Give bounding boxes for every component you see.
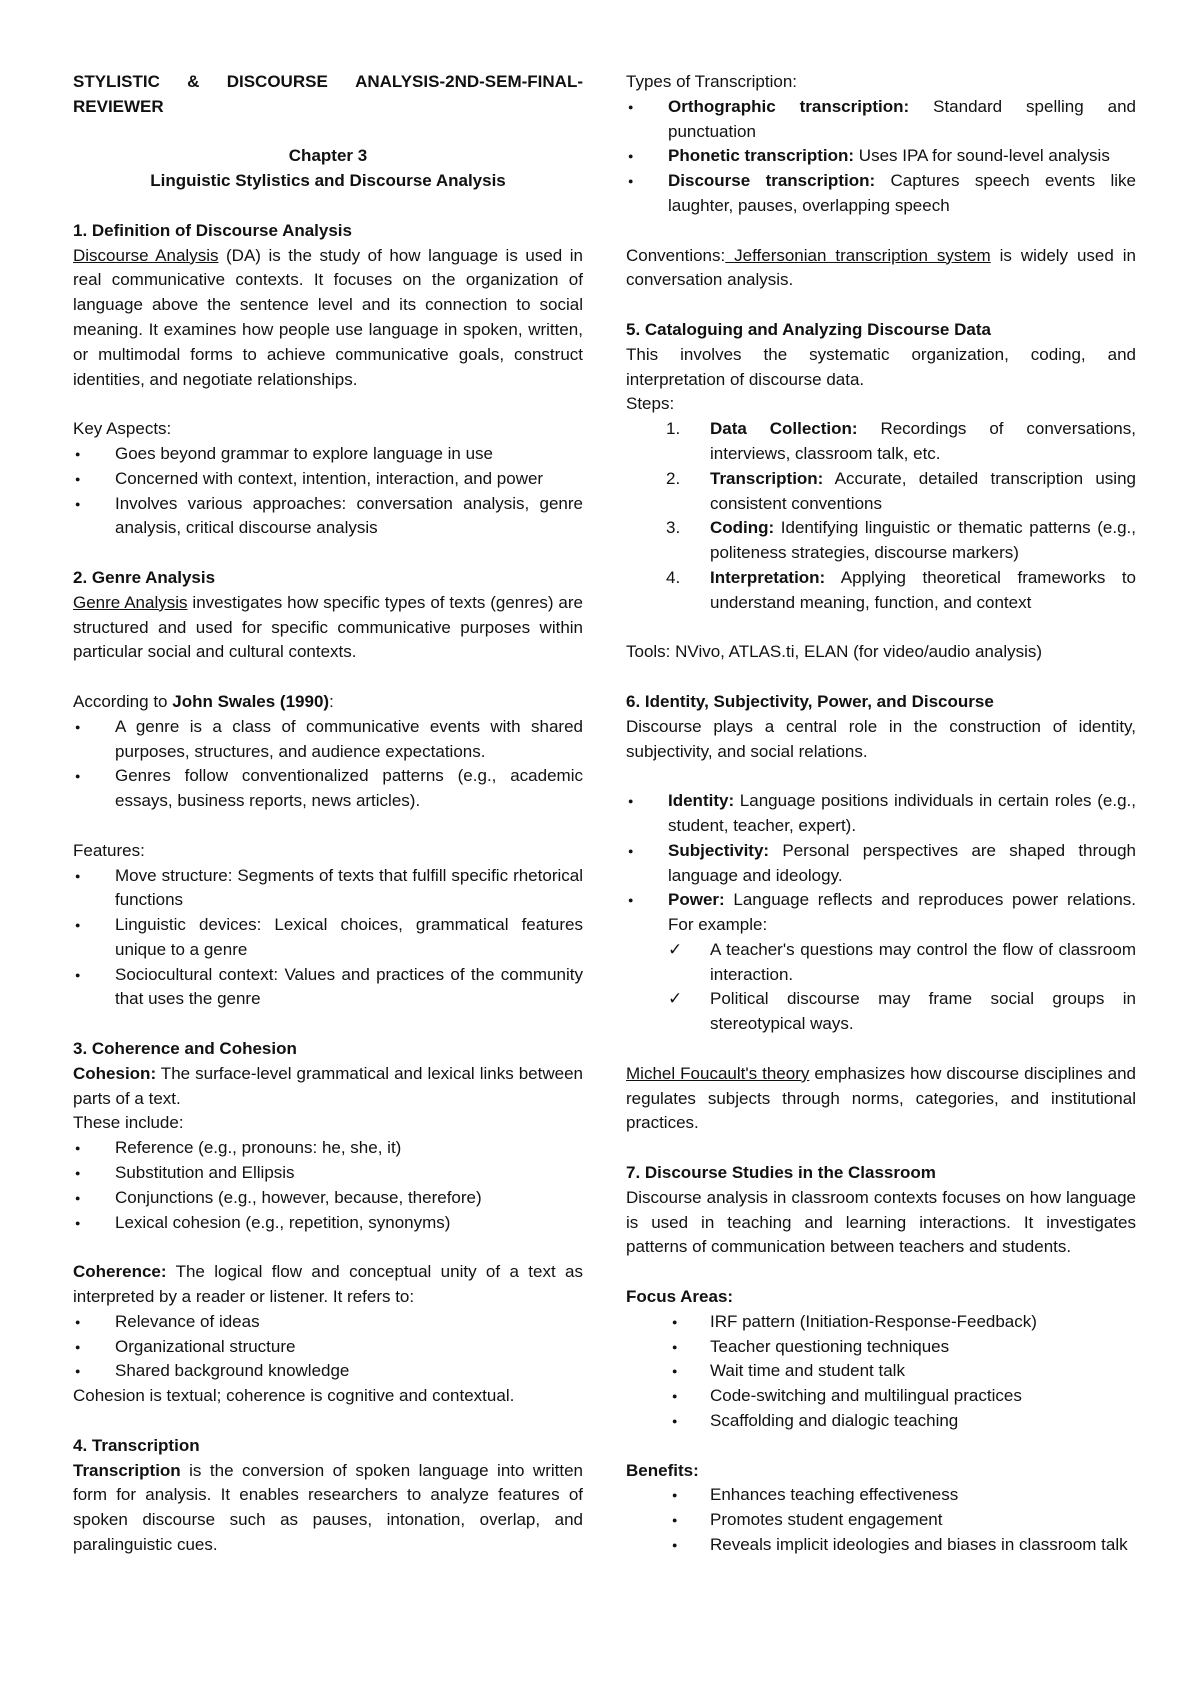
key-aspects-list — [73, 442, 583, 541]
list-item: ● Linguistic devices: Lexical choices, grammatical features unique to a genre — [73, 913, 583, 963]
paragraph: Cohesion is textual; coherence is cognitive and contextual. — [73, 1386, 515, 1406]
list-item: ✓ A teacher's questions may control the flow of classroom interaction. — [668, 939, 1136, 984]
list-label: Key Aspects: — [73, 419, 172, 439]
list-item: ● Reference (e.g., pronouns: he, she, it) — [73, 1136, 583, 1161]
examples-list — [626, 938, 1136, 1037]
paragraph: Michel Foucault's theory emphasizes how discourse disciplines and regulates subjects through norms, categories, and institutional practices. — [626, 1063, 1136, 1133]
list-item: ● Promotes student engagement — [626, 1508, 1136, 1533]
list-item: ● Phonetic transcription: Uses IPA for sound-level analysis — [626, 144, 1136, 169]
checkmark-icon: ✓ — [668, 989, 683, 1009]
document-title: STYLISTIC & DISCOURSE ANALYSIS-2ND-SEM-FINAL- — [73, 72, 583, 91]
list-item: 3. Coding: Identifying linguistic or thematic patterns (e.g., politeness strategies, discourse markers) — [666, 518, 1136, 563]
list-item: ● Goes beyond grammar to explore language in use — [73, 442, 583, 467]
section-heading: 3. Coherence and Cohesion — [73, 1039, 297, 1059]
list-item: ● Wait time and student talk — [626, 1359, 1136, 1384]
list-item: ● Code-switching and multilingual practices — [626, 1384, 1136, 1409]
paragraph: Discourse plays a central role in the construction of identity, subjectivity, and social relations. — [626, 716, 1136, 761]
paragraph: Conventions: Jeffersonian transcription system is widely used in conversation analysis. — [626, 245, 1136, 290]
section-heading: 5. Cataloguing and Analyzing Discourse Data — [626, 319, 991, 339]
paragraph: This involves the systematic organization, coding, and interpretation of discourse data. — [626, 344, 1136, 389]
list-label: Benefits: — [626, 1460, 699, 1480]
list-item: ● Scaffolding and dialogic teaching — [626, 1409, 1136, 1434]
paragraph: Transcription is the conversion of spoken language into written form for analysis. It enables researchers to analyze features of spoken discourse such as pauses, intonation, overlap, and paralinguistic cues. — [73, 1460, 583, 1555]
list-item: ● Subjectivity: Personal perspectives are shaped through language and ideology. — [626, 839, 1136, 889]
list-item: 1. Data Collection: Recordings of conversations, interviews, classroom talk, etc. — [666, 419, 1136, 463]
right-column — [626, 70, 1136, 1558]
list-label: Types of Transcription: — [626, 72, 798, 91]
list-item: ✓ Political discourse may frame social groups in stereotypical ways. — [668, 989, 1136, 1034]
paragraph: According to John Swales (1990): — [73, 691, 334, 711]
list-item: 4. Interpretation: Applying theoretical frameworks to understand meaning, function, and context — [666, 567, 1136, 612]
list-item: ● Enhances teaching effectiveness — [626, 1483, 1136, 1508]
list-item: ● Concerned with context, intention, interaction, and power — [73, 467, 583, 492]
coherence-list — [73, 1310, 583, 1384]
list-item: ● Sociocultural context: Values and practices of the community that uses the genre — [73, 963, 583, 1013]
section-heading: 2. Genre Analysis — [73, 567, 216, 587]
benefits-list — [626, 1483, 1136, 1557]
list-item: ● Substitution and Ellipsis — [73, 1161, 583, 1186]
section-heading: 7. Discourse Studies in the Classroom — [626, 1163, 936, 1183]
paragraph: Coherence: The logical flow and conceptual unity of a text as interpreted by a reader or listener. It refers to: — [73, 1262, 583, 1307]
list-item: ● Reveals implicit ideologies and biases in classroom talk — [626, 1533, 1136, 1558]
chapter-title: Linguistic Stylistics and Discourse Analysis — [150, 171, 506, 191]
list-label: These include: — [73, 1113, 184, 1133]
features-list — [73, 864, 583, 1013]
list-label: Focus Areas: — [626, 1287, 734, 1307]
list-item: ● Power: Language reflects and reproduces power relations. For example: ✓ A teacher's questions may control the flow of classroom interaction. ✓ Political discourse may frame social groups in stereotypical ways. — [626, 888, 1136, 1037]
left-column — [73, 70, 583, 1558]
paragraph: Cohesion: The surface-level grammatical and lexical links between parts of a text. — [73, 1063, 583, 1108]
cohesion-list — [73, 1136, 583, 1235]
list-item: ● Move structure: Segments of texts that fulfill specific rhetorical functions — [73, 864, 583, 914]
paragraph: Genre Analysis investigates how specific types of texts (genres) are structured and used for specific communicative purposes within particular social and cultural contexts. — [73, 592, 584, 662]
list-item: ● Conjunctions (e.g., however, because, therefore) — [73, 1186, 583, 1211]
swales-list — [73, 715, 583, 814]
list-item: ● Organizational structure — [73, 1335, 583, 1360]
steps-list — [626, 417, 1136, 615]
list-item: ● Involves various approaches: conversation analysis, genre analysis, critical discourse analysis — [73, 492, 583, 542]
paragraph: Tools: NVivo, ATLAS.ti, ELAN (for video/audio analysis) — [626, 642, 1043, 662]
paragraph: Discourse Analysis (DA) is the study of how language is used in real communicative contexts. It focuses on the organization of language above the sentence level and its connection to social meaning. It examines how people use language in spoken, written, or multimodal forms to achieve communicative goals, construct identities, and negotiate relationships. — [73, 245, 584, 389]
section-heading: 1. Definition of Discourse Analysis — [73, 220, 352, 240]
identity-list — [626, 789, 1136, 1037]
list-item: ● Orthographic transcription: Standard spelling and punctuation — [626, 95, 1136, 145]
transcription-types-list — [626, 95, 1136, 219]
paragraph: Discourse analysis in classroom contexts focuses on how language is used in teaching and learning interactions. It investigates patterns of communication between teachers and students. — [626, 1187, 1136, 1257]
list-item: ● Relevance of ideas — [73, 1310, 583, 1335]
list-item: 2. Transcription: Accurate, detailed transcription using consistent conventions — [666, 468, 1136, 513]
list-item: ● Discourse transcription: Captures speech events like laughter, pauses, overlapping speech — [626, 169, 1136, 219]
checkmark-icon: ✓ — [668, 939, 683, 959]
focus-areas-list — [626, 1310, 1136, 1434]
section-heading: 4. Transcription — [73, 1435, 200, 1455]
document-title-line2: REVIEWER — [73, 96, 164, 116]
list-label: Features: — [73, 840, 145, 860]
list-item: ● Identity: Language positions individuals in certain roles (e.g., student, teacher, expert). — [626, 789, 1136, 839]
list-item: ● IRF pattern (Initiation-Response-Feedback) — [626, 1310, 1136, 1335]
list-item: ● Teacher questioning techniques — [626, 1335, 1136, 1360]
list-item: ● Genres follow conventionalized patterns (e.g., academic essays, business reports, news articles). — [73, 764, 583, 814]
list-label: Steps: — [626, 394, 675, 414]
chapter-number: Chapter 3 — [288, 146, 368, 166]
list-item: ● Lexical cohesion (e.g., repetition, synonyms) — [73, 1211, 583, 1236]
list-item: ● A genre is a class of communicative events with shared purposes, structures, and audience expectations. — [73, 715, 583, 765]
section-heading: 6. Identity, Subjectivity, Power, and Discourse — [626, 691, 994, 711]
list-item: ● Shared background knowledge — [73, 1359, 583, 1384]
